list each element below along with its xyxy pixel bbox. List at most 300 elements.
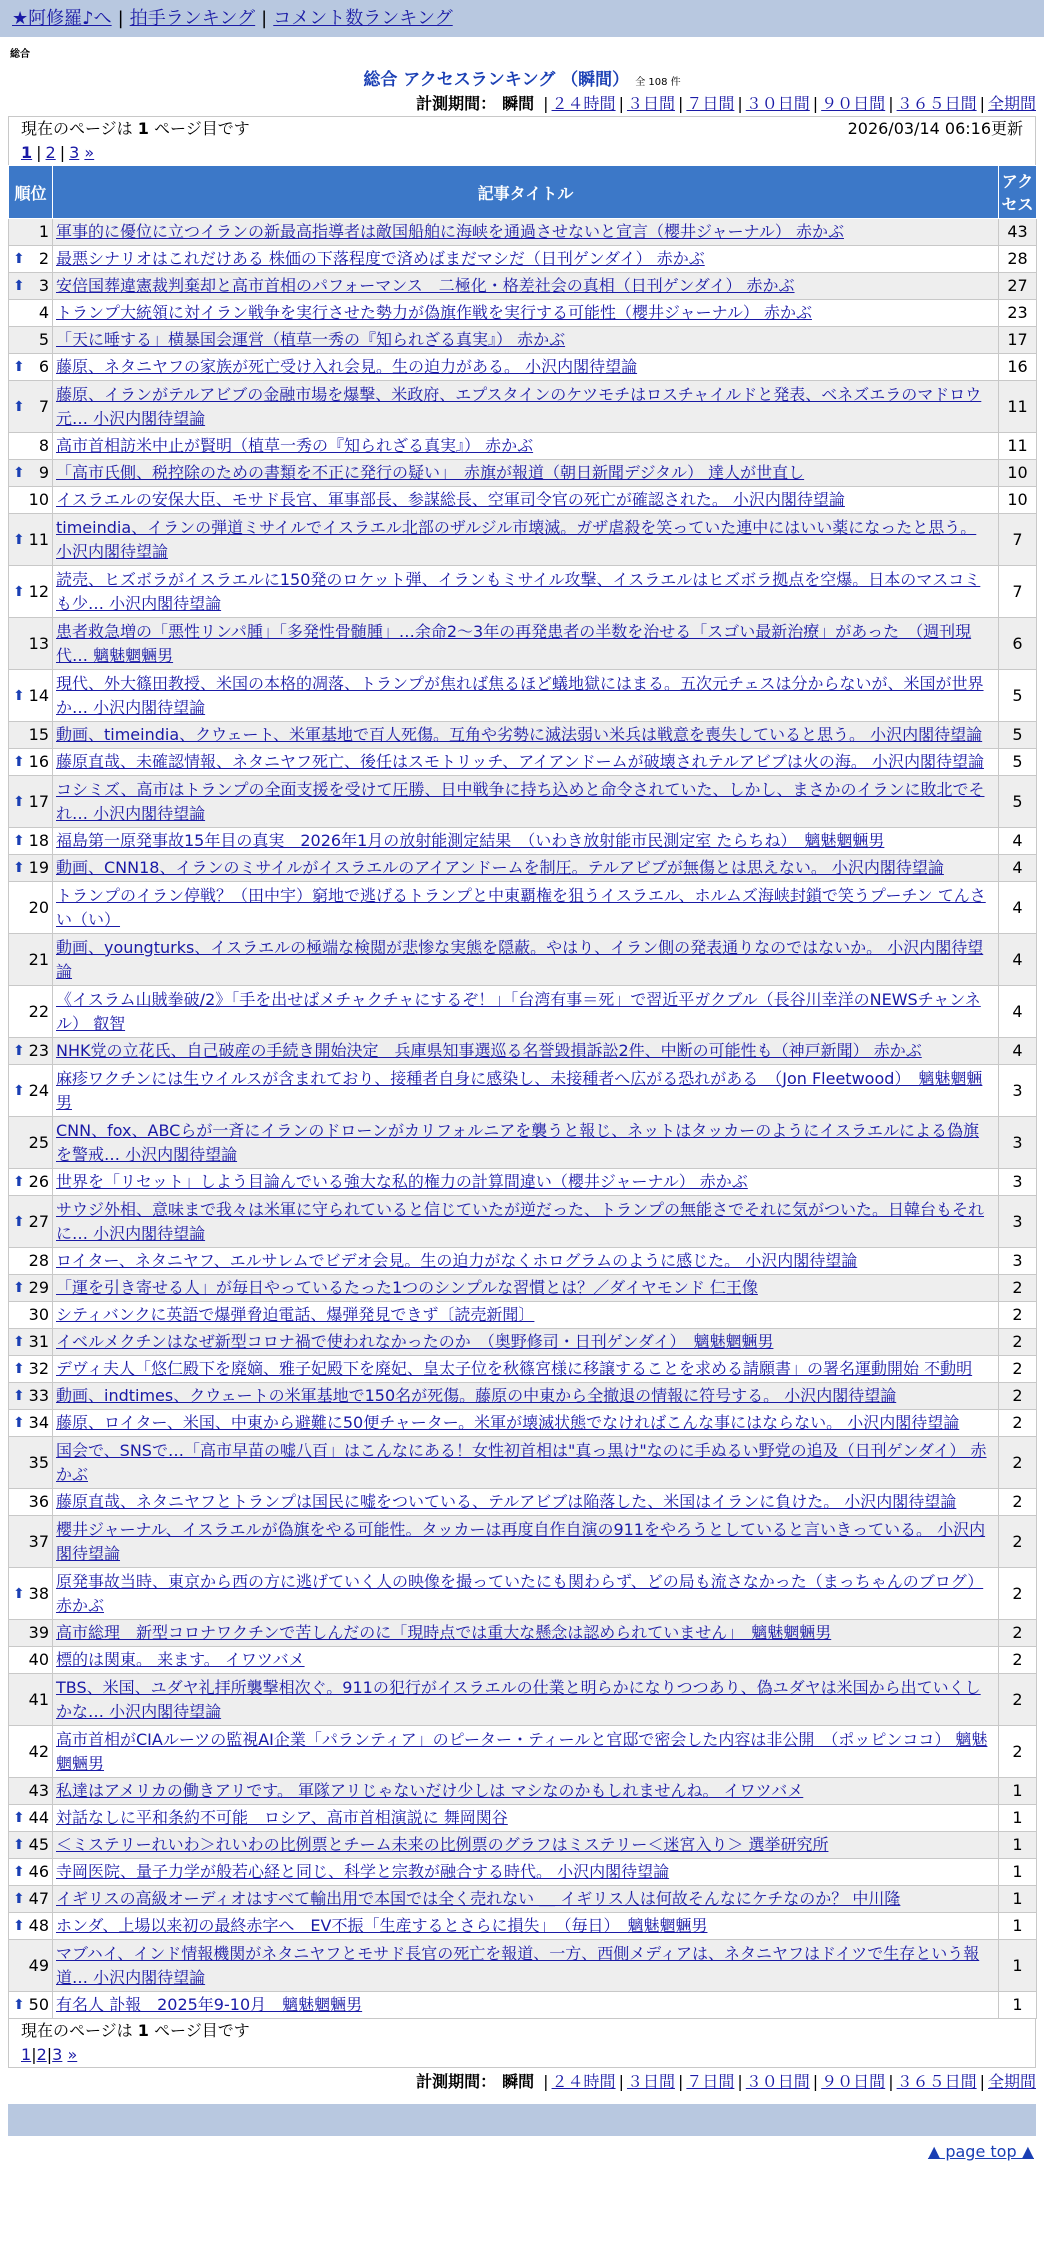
rank-cell [9, 219, 53, 246]
rank-number: 21 [28, 949, 49, 969]
access-count: 7 [999, 514, 1037, 566]
rank-cell [9, 487, 53, 514]
home-link[interactable]: ★阿修羅♪へ [12, 8, 112, 29]
access-count: 5 [999, 776, 1037, 828]
rank-number: 30 [28, 1305, 49, 1324]
access-count: 28 [999, 246, 1037, 273]
title-cell [53, 487, 999, 514]
footer-pagination: 1|2|3 » [21, 2045, 78, 2064]
table-row [9, 1356, 1037, 1383]
article-link[interactable]: 「天に唾する」横暴国会運営（植草一秀の『知られざる真実』） 赤かぶ [56, 330, 566, 349]
rank-number: 15 [28, 725, 49, 744]
table-row [9, 1992, 1037, 2019]
article-link[interactable]: 有名人 訃報 2025年9-10月 魑魅魍魎男 [56, 1995, 363, 2014]
period-link[interactable]: ２４時間 [551, 94, 616, 113]
article-link[interactable]: サウジ外相、意味まで我々は米軍に守られていると信じていたが逆だった、トランプの無能さでそれに気がついた。日韓台もそれに… 小沢内閣待望論 [56, 1199, 985, 1243]
page-link[interactable]: 2 [45, 143, 56, 162]
article-link[interactable]: 対話なしに平和条約不可能 ロシア、高市首相演説に 舞岡関谷 [56, 1808, 508, 1827]
access-count: 43 [999, 219, 1037, 246]
title-cell [53, 566, 999, 618]
table-row [9, 1410, 1037, 1437]
rank-cell [9, 986, 53, 1038]
period-link[interactable]: ３日間 [626, 94, 675, 113]
rank-number: 34 [28, 1413, 49, 1432]
clap-ranking-link[interactable]: 拍手ランキング [129, 8, 256, 29]
rank-cell [9, 1516, 53, 1568]
title-cell [53, 1647, 999, 1674]
access-count: 5 [999, 749, 1037, 776]
article-link[interactable]: デヴィ夫人「悠仁殿下を廃嫡、雅子妃殿下を廃妃、皇太子位を秋篠宮様に移譲することを求める請願書」の署名運動開始 不動明 [56, 1359, 973, 1378]
rank-number: 35 [28, 1452, 49, 1472]
title-column-header: 記事タイトル [53, 166, 999, 219]
footer-period-selector: 計測期間： 瞬間 | ２４時間 | ３日間 | ７日間 | ３０日間 | ９０日間 | ３６５日間 | 全期間 [416, 2072, 1036, 2091]
category-label: 総合 [10, 49, 30, 60]
comment-ranking-link[interactable]: コメント数ランキング [273, 8, 453, 29]
rank-number: 8 [38, 436, 49, 455]
table-row [9, 273, 1037, 300]
article-link[interactable]: 国会で、SNSで…「高市早苗の嘘八百」はこんなにある！女性初首相は"真っ黒け"なのに手ぬるい野党の追及（日刊ゲンダイ） 赤かぶ [56, 1440, 987, 1484]
rank-up-arrow-icon: ⬆ [13, 1082, 25, 1099]
rank-up-arrow-icon: ⬆ [13, 1174, 25, 1190]
article-link[interactable]: 「高市氏側、税控除のための書類を不正に発行の疑い」 赤旗が報道（朝日新聞デジタル） 達人が世直し [56, 463, 805, 482]
article-link[interactable]: 最悪シナリオはこれだけある 株価の下落程度で済めばまだマシだ（日刊ゲンダイ） 赤かぶ [56, 249, 705, 268]
article-link[interactable]: 読売、ヒズボラがイスラエルに150発のロケット弾、イランもミサイル攻撃、イスラエルはヒズボラ拠点を空爆。日本のマスコミも少… 小沢内閣待望論 [56, 569, 981, 613]
rank-cell [9, 1940, 53, 1992]
article-link[interactable]: 世界を「リセット」しよう目論んでいる強大な私的権力の計算間違い（櫻井ジャーナル） 赤かぶ [56, 1172, 748, 1191]
access-count: 7 [999, 566, 1037, 618]
title-cell [53, 1383, 999, 1410]
article-link[interactable]: ＜ミステリーれいわ＞れいわの比例票とチーム未来の比例票のグラフはミステリー＜迷宮入り＞ 選挙研究所 [56, 1835, 829, 1854]
access-count: 3 [999, 1196, 1037, 1248]
access-count: 2 [999, 1516, 1037, 1568]
table-row [9, 1302, 1037, 1329]
table-row [9, 1248, 1037, 1275]
table-row [9, 219, 1037, 246]
table-row [9, 1516, 1037, 1568]
article-link[interactable]: 動画、indtimes、クウェートの米軍基地で150名が死傷。藤原の中東から全撤退の情報に符号する。 小沢内閣待望論 [56, 1386, 897, 1405]
table-row [9, 934, 1037, 986]
rank-up-arrow-icon: ⬆ [13, 1043, 25, 1059]
rank-up-arrow-icon: ⬆ [13, 251, 25, 267]
article-link[interactable]: 私達はアメリカの働きアリです。 軍隊アリじゃないだけ少しは マシなのかもしれませんね。 イワツバメ [56, 1781, 804, 1800]
access-count: 27 [999, 273, 1037, 300]
title-cell [53, 433, 999, 460]
article-link[interactable]: トランプのイラン停戦？（田中宇）窮地で逃げるトランプと中東覇権を狙うイスラエル、ホルムズ海峡封鎖で笑うプーチン てんさい（い） [56, 885, 986, 929]
page-link-current[interactable]: 1 [21, 2045, 32, 2064]
rank-cell [9, 1383, 53, 1410]
access-count: 1 [999, 1913, 1037, 1940]
rank-cell [9, 1248, 53, 1275]
title-cell [53, 514, 999, 566]
rank-number: 41 [28, 1689, 49, 1709]
rank-number: 45 [28, 1835, 49, 1854]
rank-number: 37 [28, 1531, 49, 1551]
article-link[interactable]: 福島第一原発事故15年目の真実 2026年1月の放射能測定結果 （いわき放射能市民測定室 たらちね） 魑魅魍魎男 [56, 831, 885, 850]
page-link[interactable]: 3 [69, 143, 80, 162]
title-cell [53, 855, 999, 882]
access-count: 2 [999, 1620, 1037, 1647]
article-link[interactable]: イベルメクチンはなぜ新型コロナ禍で使われなかったのか （奥野修司・日刊ゲンダイ） 魑魅魍魎男 [56, 1332, 774, 1351]
article-link[interactable]: 動画、timeindia、クウェート、米軍基地で百人死傷。互角や劣勢に滅法弱い米兵は戦意を喪失していると思う。 小沢内閣待望論 [56, 725, 983, 744]
title-cell [53, 1410, 999, 1437]
rank-number: 38 [28, 1583, 49, 1603]
access-count: 1 [999, 1805, 1037, 1832]
table-row [9, 1674, 1037, 1726]
rank-up-arrow-icon: ⬆ [13, 833, 25, 849]
title-cell [53, 1992, 999, 2019]
table-row [9, 1940, 1037, 1992]
rank-number: 20 [28, 897, 49, 917]
period-label: 計測期間： [416, 2072, 497, 2091]
title-cell [53, 1169, 999, 1196]
page-top-link[interactable]: ▲ page top ▲ [927, 2142, 1034, 2161]
rank-up-arrow-icon: ⬆ [13, 1361, 25, 1377]
article-link[interactable]: 高市首相訪米中止が賢明（植草一秀の『知られざる真実』） 赤かぶ [56, 436, 534, 455]
rank-up-arrow-icon: ⬆ [13, 1891, 25, 1907]
access-count: 5 [999, 722, 1037, 749]
table-row [9, 618, 1037, 670]
article-link[interactable]: 原発事故当時、東京から西の方に逃げていく人の映像を撮っていたにも関わらず、どの局も流さなかった（まっちゃんのブログ） 赤かぶ [56, 1571, 984, 1615]
title-cell [53, 1805, 999, 1832]
article-link[interactable]: 藤原直哉、ネタニヤフとトランプは国民に嘘をついている、テルアビブは陥落した、米国はイランに負けた。 小沢内閣待望論 [56, 1492, 957, 1511]
title-cell [53, 1778, 999, 1805]
article-link[interactable]: 寺岡医院、量子力学が般若心経と同じ、科学と宗教が融合する時代。 小沢内閣待望論 [56, 1862, 670, 1881]
rank-up-arrow-icon: ⬆ [13, 398, 25, 415]
rank-cell [9, 1859, 53, 1886]
next-page-link[interactable]: » [84, 143, 95, 162]
rank-cell [9, 327, 53, 354]
rank-number: 2 [38, 249, 49, 268]
article-link[interactable]: 動画、CNN18、イランのミサイルがイスラエルのアイアンドームを制圧。テルアビブが無傷とは思えない。 小沢内閣待望論 [56, 858, 944, 877]
rank-cell [9, 1038, 53, 1065]
access-count: 3 [999, 1117, 1037, 1169]
table-row [9, 460, 1037, 487]
rank-number: 16 [28, 752, 49, 771]
access-count: 2 [999, 1647, 1037, 1674]
article-link[interactable]: 櫻井ジャーナル、イスラエルが偽旗をやる可能性。タッカーは再度自作自演の911をやろうとしていると言いきっている。 小沢内閣待望論 [56, 1519, 986, 1563]
rank-cell [9, 1832, 53, 1859]
title-cell [53, 1117, 999, 1169]
access-count: 2 [999, 1568, 1037, 1620]
rank-cell [9, 566, 53, 618]
title-cell [53, 934, 999, 986]
period-link[interactable]: ３６５日間 [896, 2072, 977, 2091]
rank-cell [9, 1196, 53, 1248]
table-row [9, 1886, 1037, 1913]
rank-up-arrow-icon: ⬆ [13, 1415, 25, 1431]
rank-number: 23 [28, 1041, 49, 1060]
access-count: 3 [999, 1248, 1037, 1275]
article-link[interactable]: 高市総理 新型コロナワクチンで苦しんだのに「現時点では重大な懸念は認められていません」 魑魅魍魎男 [56, 1623, 832, 1642]
rank-cell [9, 1778, 53, 1805]
access-count: 4 [999, 855, 1037, 882]
period-link[interactable]: 全期間 [987, 94, 1036, 113]
article-link[interactable]: 藤原直哉、未確認情報、ネタニヤフ死亡、後任はスモトリッチ、アイアンドームが破壊されテルアビブは火の海。 小沢内閣待望論 [56, 752, 984, 771]
next-page-link[interactable]: » [67, 2045, 78, 2064]
access-count: 2 [999, 1329, 1037, 1356]
title-cell [53, 1196, 999, 1248]
article-link[interactable]: 「運を引き寄せる人」が毎日やっているたった1つのシンプルな習慣とは？／ダイヤモンド 仁王像 [56, 1278, 758, 1297]
rank-up-arrow-icon: ⬆ [13, 1334, 25, 1350]
rank-up-arrow-icon: ⬆ [13, 465, 25, 481]
access-count: 10 [999, 487, 1037, 514]
article-link[interactable]: イスラエルの安保大臣、モサド長官、軍事部長、参謀総長、空軍司令官の死亡が確認された。 小沢内閣待望論 [56, 490, 845, 509]
rank-number: 43 [28, 1781, 49, 1800]
article-link[interactable]: 《イスラム山賊拳破/2》「手を出せばメチャクチャにするぞ！」「台湾有事＝死」で習近平ガクブル（長谷川幸洋のNEWSチャンネル） 叡智 [56, 989, 981, 1033]
rank-cell [9, 1805, 53, 1832]
rank-cell [9, 934, 53, 986]
table-row [9, 1196, 1037, 1248]
rank-cell [9, 1489, 53, 1516]
rank-cell [9, 1275, 53, 1302]
rank-number: 44 [28, 1808, 49, 1827]
ranking-header [0, 68, 1044, 92]
rank-up-arrow-icon: ⬆ [13, 1997, 25, 2013]
title-cell [53, 1568, 999, 1620]
article-link[interactable]: 安倍国葬違憲裁判棄却と高市首相のパフォーマンス 二極化・格差社会の真相（日刊ゲンダイ） 赤かぶ [56, 276, 795, 295]
title-cell [53, 670, 999, 722]
article-link[interactable]: TBS、米国、ユダヤ礼拝所襲撃相次ぐ。911の犯行がイスラエルの仕業と明らかになりつつあり、偽ユダヤは米国から出ていくしかな… 小沢内閣待望論 [56, 1677, 981, 1721]
rank-number: 49 [28, 1955, 49, 1975]
rank-cell [9, 273, 53, 300]
table-row [9, 1805, 1037, 1832]
period-link[interactable]: ７日間 [686, 2072, 735, 2091]
pagination: 1 | 2 | 3 » [21, 143, 95, 162]
period-link[interactable]: ９０日間 [821, 94, 886, 113]
article-link[interactable]: NHK党の立花氏、自己破産の手続き開始決定 兵庫県知事選巡る名誉毀損訴訟2件、中断の可能性も（神戸新聞） 赤かぶ [56, 1041, 922, 1060]
article-link[interactable]: 高市首相がCIAルーツの監視AI企業「パランティア」のピーター・ティールと官邸で密会した内容は非公開 （ポッピンココ） 魑魅魍魎男 [56, 1729, 988, 1773]
table-row [9, 776, 1037, 828]
article-link[interactable]: コシミズ、高市はトランプの全面支援を受けて圧勝、日中戦争に持ち込めと命令されていた、しかし、まさかのイランに敗北でそれ… 小沢内閣待望論 [56, 779, 985, 823]
title-cell [53, 1674, 999, 1726]
rank-cell [9, 1674, 53, 1726]
table-row [9, 855, 1037, 882]
table-row [9, 1038, 1037, 1065]
rank-cell [9, 855, 53, 882]
rank-number: 46 [28, 1862, 49, 1881]
period-current: 瞬間 [502, 2072, 535, 2091]
rank-up-arrow-icon: ⬆ [13, 583, 25, 600]
rank-up-arrow-icon: ⬆ [13, 1213, 25, 1230]
article-link[interactable]: timeindia、イランの弾道ミサイルでイスラエル北部のザルジル市壊滅。ガザ虐殺を笑っていた連中にはいい薬になったと思う。 小沢内閣待望論 [56, 517, 977, 561]
period-link[interactable]: ９０日間 [821, 2072, 886, 2091]
article-link[interactable]: 患者救急増の「悪性リンパ腫」「多発性骨髄腫」…余命2〜3年の再発患者の半数を治せる「スゴい最新治療」があった （週刊現代… 魑魅魍魎男 [56, 621, 972, 665]
title-cell [53, 828, 999, 855]
updated-time: 2026/03/14 06:16更新 [847, 119, 1023, 138]
rank-number: 14 [28, 685, 49, 705]
title-cell [53, 749, 999, 776]
rank-number: 24 [28, 1080, 49, 1100]
rank-up-arrow-icon: ⬆ [13, 754, 25, 770]
article-link[interactable]: イギリスの高級オーディオはすべて輸出用で本国では全く売れない ＿ イギリス人は何故そんなにケチなのか？ 中川隆 [56, 1889, 901, 1908]
rank-number: 18 [28, 831, 49, 850]
access-count: 1 [999, 1832, 1037, 1859]
rank-up-arrow-icon: ⬆ [13, 1837, 25, 1853]
table-row [9, 1437, 1037, 1489]
rank-cell [9, 618, 53, 670]
rank-cell [9, 722, 53, 749]
period-link[interactable]: ３０日間 [745, 94, 810, 113]
access-count: 4 [999, 1038, 1037, 1065]
rank-cell [9, 381, 53, 433]
rank-cell [9, 1620, 53, 1647]
table-row [9, 1832, 1037, 1859]
table-row [9, 1169, 1037, 1196]
table-row [9, 1275, 1037, 1302]
footer-page-info [8, 2019, 1036, 2068]
period-link[interactable]: 全期間 [987, 2072, 1036, 2091]
article-link[interactable]: トランプ大統領に対イラン戦争を実行させた勢力が偽旗作戦を実行する可能性（櫻井ジャーナル） 赤かぶ [56, 303, 812, 322]
rank-cell [9, 460, 53, 487]
title-cell [53, 219, 999, 246]
table-row [9, 487, 1037, 514]
title-cell [53, 1038, 999, 1065]
period-link[interactable]: ７日間 [686, 94, 735, 113]
title-cell [53, 1065, 999, 1117]
rank-number: 29 [28, 1278, 49, 1297]
rank-cell [9, 1886, 53, 1913]
article-link[interactable]: ロイター、ネタニヤフ、エルサレムでビデオ会見。生の迫力がなくホログラムのように感じた。 小沢内閣待望論 [56, 1251, 858, 1270]
access-count: 16 [999, 354, 1037, 381]
table-row [9, 722, 1037, 749]
rank-up-arrow-icon: ⬆ [13, 278, 25, 294]
article-link[interactable]: 麻疹ワクチンには生ウイルスが含まれており、接種者自身に感染し、未接種者へ広がる恐れがある （Jon Fleetwood） 魑魅魍魎男 [56, 1068, 983, 1112]
rank-number: 33 [28, 1386, 49, 1405]
title-cell [53, 986, 999, 1038]
rank-up-arrow-icon: ⬆ [13, 860, 25, 876]
title-cell [53, 1886, 999, 1913]
article-link[interactable]: CNN、fox、ABCらが一斉にイランのドローンがカリフォルニアを襲うと報じ、ネットはタッカーのようにイスラエルによる偽旗を警戒… 小沢内閣待望論 [56, 1120, 980, 1164]
access-count: 3 [999, 1065, 1037, 1117]
table-row [9, 749, 1037, 776]
table-row [9, 1329, 1037, 1356]
page-title: 総合 アクセスランキング （瞬間） [363, 70, 630, 90]
table-row [9, 433, 1037, 460]
rank-number: 28 [28, 1251, 49, 1270]
rank-number: 19 [28, 858, 49, 877]
rank-column-header: 順位 [9, 166, 53, 219]
page-link-current[interactable]: 1 [21, 143, 33, 162]
article-link[interactable]: 動画、youngturks、イスラエルの極端な検閲が悲惨な実態を隠蔽。やはり、イラン側の発表通りなのではないか。 小沢内閣待望論 [56, 937, 984, 981]
access-count: 1 [999, 1778, 1037, 1805]
rank-number: 47 [28, 1889, 49, 1908]
title-cell [53, 460, 999, 487]
period-link[interactable]: ３０日間 [745, 2072, 810, 2091]
rank-cell [9, 1992, 53, 2019]
access-count: 1 [999, 1886, 1037, 1913]
top-nav: ★阿修羅♪へ | 拍手ランキング | コメント数ランキング [0, 0, 1044, 37]
article-link[interactable]: マブハイ、インド情報機関がネタニヤフとモサド長官の死亡を報道、一方、西側メディアは、ネタニヤフはドイツで生存という報道… 小沢内閣待望論 [56, 1943, 980, 1987]
title-cell [53, 1620, 999, 1647]
rank-number: 1 [38, 222, 49, 241]
article-link[interactable]: 標的は関東。 来ます。 イワツバメ [56, 1650, 305, 1669]
rank-number: 17 [28, 791, 49, 811]
rank-up-arrow-icon: ⬆ [13, 1585, 25, 1602]
article-link[interactable]: ホンダ、上場以来初の最終赤字へ EV不振「生産するとさらに損失」 （毎日） 魑魅魍魎男 [56, 1916, 708, 1935]
rank-cell [9, 882, 53, 934]
footer-current-page-text: 現在のページは 1 ページ目です [21, 2021, 250, 2040]
title-cell [53, 1859, 999, 1886]
total-count: 全 108 件 [635, 77, 681, 88]
table-row [9, 381, 1037, 433]
period-label: 計測期間： [416, 94, 497, 113]
title-cell [53, 273, 999, 300]
rank-number: 31 [28, 1332, 49, 1351]
period-current: 瞬間 [502, 94, 535, 113]
rank-number: 36 [28, 1492, 49, 1511]
access-count: 2 [999, 1275, 1037, 1302]
title-cell [53, 1437, 999, 1489]
rank-up-arrow-icon: ⬆ [13, 531, 25, 548]
table-row [9, 1489, 1037, 1516]
rank-cell [9, 1913, 53, 1940]
rank-cell [9, 670, 53, 722]
period-link[interactable]: ３日間 [626, 2072, 675, 2091]
rank-up-arrow-icon: ⬆ [13, 1918, 25, 1934]
rank-cell [9, 1568, 53, 1620]
table-row [9, 670, 1037, 722]
title-cell [53, 354, 999, 381]
table-row [9, 1913, 1037, 1940]
rank-number: 11 [28, 529, 49, 549]
rank-number: 42 [28, 1741, 49, 1761]
rank-cell [9, 776, 53, 828]
rank-up-arrow-icon: ⬆ [13, 359, 25, 375]
rank-cell [9, 1410, 53, 1437]
rank-number: 32 [28, 1359, 49, 1378]
rank-number: 13 [28, 633, 49, 653]
title-cell [53, 1356, 999, 1383]
rank-up-arrow-icon: ⬆ [13, 1864, 25, 1880]
article-link[interactable]: 藤原、イランがテルアビブの金融市場を爆撃、米政府、エプスタインのケツモチはロスチャイルドと発表、ベネズエラのマドロウ元… 小沢内閣待望論 [56, 384, 982, 428]
rank-number: 39 [28, 1623, 49, 1642]
access-count: 1 [999, 1940, 1037, 1992]
rank-cell [9, 354, 53, 381]
table-row [9, 1647, 1037, 1674]
period-link[interactable]: ３６５日間 [896, 94, 977, 113]
page-link[interactable]: 2 [36, 2045, 47, 2064]
footer-bar [8, 2104, 1036, 2136]
rank-up-arrow-icon: ⬆ [13, 687, 25, 704]
rank-number: 7 [38, 396, 49, 416]
rank-cell [9, 1726, 53, 1778]
access-count: 4 [999, 828, 1037, 855]
article-link[interactable]: シティバンクに英語で爆弾脅迫電話、爆弾発見できず〔読売新聞〕 [56, 1305, 535, 1324]
title-cell [53, 1726, 999, 1778]
article-link[interactable]: 軍事的に優位に立つイランの新最高指導者は敵国船舶に海峡を通過させないと宣言（櫻井ジャーナル） 赤かぶ [56, 222, 844, 241]
page-top [0, 2136, 1044, 2168]
rank-number: 3 [38, 276, 49, 295]
rank-cell [9, 828, 53, 855]
title-cell [53, 381, 999, 433]
table-row [9, 327, 1037, 354]
article-link[interactable]: 藤原、ロイター、米国、中東から避難に50便チャーター。米軍が壊滅状態でなければこんな事にはならない。 小沢内閣待望論 [56, 1413, 960, 1432]
table-row [9, 882, 1037, 934]
period-link[interactable]: ２４時間 [551, 2072, 616, 2091]
rank-number: 22 [28, 1001, 49, 1021]
access-count: 2 [999, 1674, 1037, 1726]
access-count: 17 [999, 327, 1037, 354]
rank-cell [9, 300, 53, 327]
rank-cell [9, 1356, 53, 1383]
ranking-table [8, 165, 1037, 2019]
page-link[interactable]: 3 [52, 2045, 63, 2064]
title-cell [53, 1329, 999, 1356]
table-row [9, 1065, 1037, 1117]
article-link[interactable]: 現代、外大篠田教授、米国の本格的凋落、トランプが焦れば焦るほど蟻地獄にはまる。五次元チェスは分からないが、米国が世界か… 小沢内閣待望論 [56, 673, 984, 717]
article-link[interactable]: 藤原、ネタニヤフの家族が死亡受け入れ会見。生の迫力がある。 小沢内閣待望論 [56, 357, 638, 376]
rank-cell [9, 749, 53, 776]
